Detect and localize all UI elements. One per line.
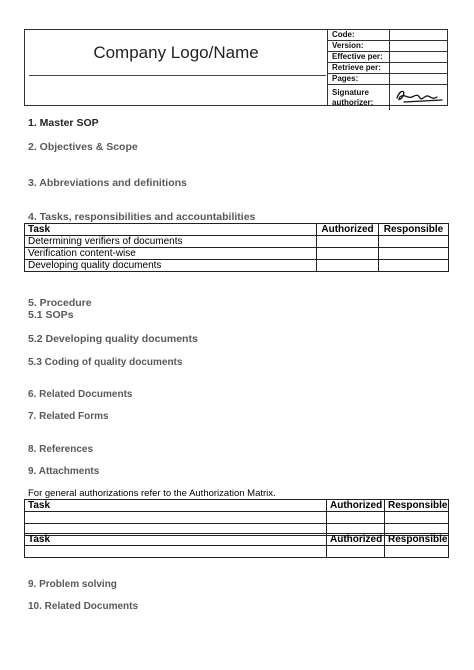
authorization-note: For general authorizations refer to the Authorization Matrix.	[28, 488, 276, 499]
meta-value[interactable]	[390, 74, 449, 85]
signature-label-line1: Signature	[332, 87, 369, 97]
meta-value[interactable]	[390, 30, 449, 41]
meta-row-signature	[328, 85, 448, 111]
column-header-task: Task	[25, 500, 327, 512]
section-developing: 5.2 Developing quality documents	[28, 333, 198, 345]
table-header-row	[25, 224, 449, 236]
signature-field[interactable]	[390, 85, 449, 111]
task-cell: Verification content-wise	[25, 248, 317, 260]
signature-label-line2: authorizer:	[332, 97, 374, 107]
section-tasks: 4. Tasks, responsibilities and accountabilities	[28, 211, 256, 223]
meta-value[interactable]	[390, 63, 449, 74]
attachment-table-1	[24, 499, 449, 536]
company-logo-name: Company Logo/Name	[93, 42, 259, 62]
column-header-responsible: Responsible	[385, 534, 449, 546]
column-header-responsible: Responsible	[379, 224, 449, 236]
attachment-table-2	[24, 533, 449, 558]
section-objectives: 2. Objectives & Scope	[28, 141, 138, 153]
section-master-sop: 1. Master SOP	[28, 117, 99, 129]
meta-row-version	[328, 41, 448, 52]
section-problem-solving: 9. Problem solving	[28, 579, 117, 590]
table-row	[25, 248, 449, 260]
table-row	[25, 512, 449, 524]
responsible-cell[interactable]	[385, 546, 449, 558]
task-cell: Determining verifiers of documents	[25, 236, 317, 248]
meta-value[interactable]	[390, 41, 449, 52]
responsible-cell[interactable]	[385, 512, 449, 524]
authorized-cell[interactable]	[317, 236, 379, 248]
column-header-responsible: Responsible	[385, 500, 449, 512]
column-header-authorized: Authorized	[327, 500, 385, 512]
section-related-documents: 6. Related Documents	[28, 389, 133, 400]
task-cell[interactable]	[25, 512, 327, 524]
section-abbreviations: 3. Abbreviations and definitions	[28, 177, 187, 189]
header-divider	[29, 75, 326, 76]
meta-row-effective	[328, 52, 448, 63]
table-row	[25, 260, 449, 272]
meta-label: Retrieve per:	[328, 63, 390, 74]
authorized-cell[interactable]	[327, 512, 385, 524]
tasks-table	[24, 223, 449, 272]
meta-label: Version:	[328, 41, 390, 52]
column-header-authorized: Authorized	[327, 534, 385, 546]
meta-row-retrieve	[328, 63, 448, 74]
meta-label: Effective per:	[328, 52, 390, 63]
authorized-cell[interactable]	[317, 260, 379, 272]
table-header-row	[25, 534, 449, 546]
document-header	[24, 29, 448, 106]
task-cell[interactable]	[25, 546, 327, 558]
signature-scribble	[394, 85, 448, 107]
section-coding: 5.3 Coding of quality documents	[28, 357, 183, 368]
column-header-task: Task	[25, 224, 317, 236]
meta-label: Code:	[328, 30, 390, 41]
responsible-cell[interactable]	[379, 248, 449, 260]
column-header-authorized: Authorized	[317, 224, 379, 236]
table-header-row	[25, 500, 449, 512]
table-row	[25, 236, 449, 248]
authorized-cell[interactable]	[327, 546, 385, 558]
section-references: 8. References	[28, 444, 94, 455]
document-meta-table	[328, 30, 448, 110]
section-related-documents-2: 10. Related Documents	[28, 601, 139, 612]
section-sops: 5.1 SOPs	[28, 309, 74, 321]
meta-value[interactable]	[390, 52, 449, 63]
column-header-task: Task	[25, 534, 327, 546]
section-related-forms: 7. Related Forms	[28, 411, 109, 422]
responsible-cell[interactable]	[379, 260, 449, 272]
responsible-cell[interactable]	[379, 236, 449, 248]
meta-row-code	[328, 30, 448, 41]
table-row	[25, 546, 449, 558]
authorized-cell[interactable]	[317, 248, 379, 260]
section-procedure: 5. Procedure	[28, 297, 92, 309]
task-cell: Developing quality documents	[25, 260, 317, 272]
section-attachments: 9. Attachments	[28, 466, 100, 477]
signature-label	[328, 85, 390, 111]
meta-row-pages	[328, 74, 448, 85]
meta-label: Pages:	[328, 74, 390, 85]
